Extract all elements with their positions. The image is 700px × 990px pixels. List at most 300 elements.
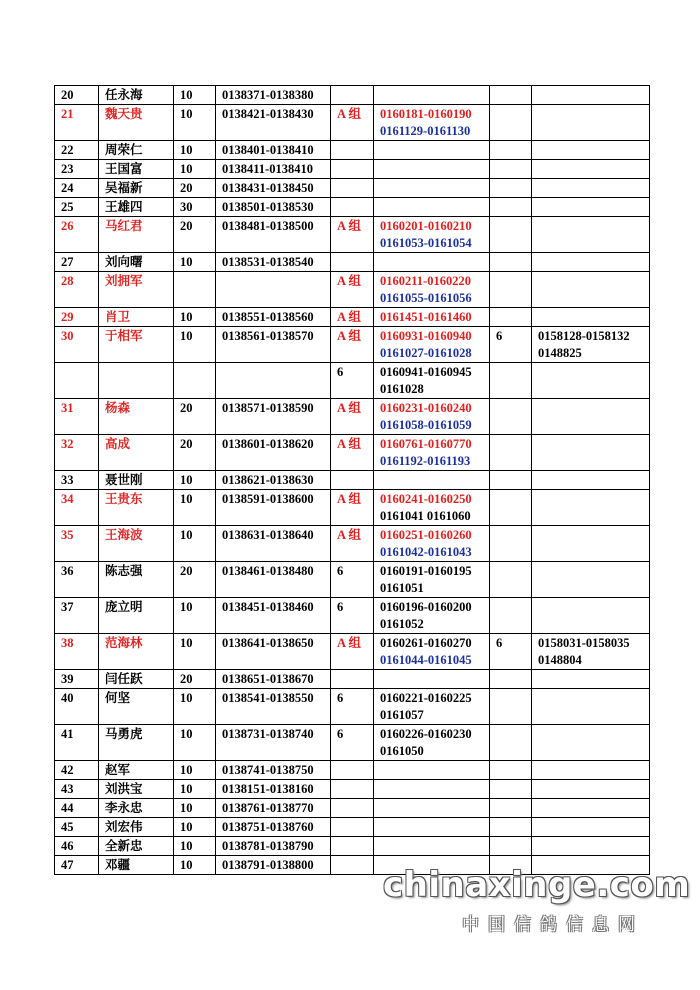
ring-quantity: 20	[180, 564, 193, 578]
group-range-cell	[374, 198, 490, 217]
member-name: 魏天贵	[105, 107, 143, 121]
table-cell	[216, 799, 331, 818]
table-cell	[490, 837, 532, 856]
ring-quantity: 10	[180, 763, 193, 777]
group-label: 6	[337, 600, 344, 614]
ring-quantity: 10	[180, 528, 193, 542]
group-range-cell	[374, 179, 490, 198]
table-row	[55, 198, 650, 217]
table-cell	[174, 471, 216, 490]
table-row	[55, 363, 650, 399]
ring-range: 0138561-0138570	[222, 329, 314, 343]
table-cell	[174, 105, 216, 141]
table-cell	[490, 490, 532, 526]
table-cell	[99, 160, 174, 179]
registration-table	[54, 85, 650, 875]
group-range-secondary: 0161058-0161059	[380, 418, 472, 432]
member-name: 高成	[105, 437, 131, 451]
group-range-secondary: 0161028	[380, 382, 424, 396]
table-cell	[174, 725, 216, 761]
group-label: 6	[337, 564, 344, 578]
row-number: 25	[61, 200, 74, 214]
table-row	[55, 471, 650, 490]
table-row	[55, 105, 650, 141]
ring-range: 0138641-0138650	[222, 636, 314, 650]
ring-quantity: 10	[180, 162, 193, 176]
group-range-secondary: 0161053-0161054	[380, 236, 472, 250]
ring-range: 0138651-0138670	[222, 672, 314, 686]
group-label: A 组	[337, 636, 361, 650]
extra-range-cell	[532, 725, 650, 761]
table-cell	[55, 634, 99, 670]
table-cell	[490, 141, 532, 160]
group-range-cell	[374, 562, 490, 598]
row-number: 40	[61, 691, 74, 705]
table-cell	[331, 689, 374, 725]
group-label: 6	[337, 691, 344, 705]
table-cell	[99, 490, 174, 526]
table-cell	[331, 86, 374, 105]
ring-quantity: 10	[180, 858, 193, 872]
table-row	[55, 272, 650, 308]
ring-range: 0138541-0138550	[222, 691, 314, 705]
ring-range: 0138631-0138640	[222, 528, 314, 542]
group-range-secondary: 0161055-0161056	[380, 291, 472, 305]
group-label: A 组	[337, 274, 361, 288]
table-cell	[174, 399, 216, 435]
row-number: 35	[61, 528, 74, 542]
row-number: 44	[61, 801, 74, 815]
row-number: 22	[61, 143, 74, 157]
table-cell	[216, 725, 331, 761]
group-label: A 组	[337, 528, 361, 542]
group-range-cell	[374, 780, 490, 799]
table-cell	[55, 363, 99, 399]
group-range-primary: 0160226-0160230	[380, 727, 472, 741]
table-cell	[174, 179, 216, 198]
extra-range-cell	[532, 141, 650, 160]
table-row	[55, 435, 650, 471]
table-cell	[55, 818, 99, 837]
group-range-cell	[374, 141, 490, 160]
table-cell	[216, 399, 331, 435]
table-cell	[490, 725, 532, 761]
table-cell	[174, 198, 216, 217]
ring-range: 0138401-0138410	[222, 143, 314, 157]
group-range-cell	[374, 160, 490, 179]
ring-range: 0138781-0138790	[222, 839, 314, 853]
table-row	[55, 179, 650, 198]
ring-quantity: 10	[180, 782, 193, 796]
ring-range: 0138571-0138590	[222, 401, 314, 415]
group-range-secondary: 0161027-0161028	[380, 346, 472, 360]
table-row	[55, 399, 650, 435]
table-row	[55, 761, 650, 780]
table-cell	[331, 780, 374, 799]
table-row	[55, 253, 650, 272]
member-name: 李永忠	[105, 801, 143, 815]
ring-quantity: 10	[180, 473, 193, 487]
group-range-secondary: 0161129-0161130	[380, 124, 471, 138]
table-cell	[216, 761, 331, 780]
ring-quantity: 10	[180, 820, 193, 834]
table-cell	[99, 634, 174, 670]
extra-range-cell	[532, 490, 650, 526]
table-cell	[216, 363, 331, 399]
table-cell	[99, 198, 174, 217]
table-cell	[216, 598, 331, 634]
group-range-cell	[374, 725, 490, 761]
table-cell	[216, 327, 331, 363]
group-range-cell	[374, 272, 490, 308]
row-number: 39	[61, 672, 74, 686]
table-cell	[331, 856, 374, 875]
table-cell	[55, 725, 99, 761]
extra-range-value: 0148804	[538, 653, 582, 667]
ring-range: 0138551-0138560	[222, 310, 314, 324]
table-cell	[99, 761, 174, 780]
table-cell	[174, 598, 216, 634]
member-name: 王国富	[105, 162, 143, 176]
table-cell	[490, 598, 532, 634]
table-cell	[55, 160, 99, 179]
table-cell	[490, 471, 532, 490]
table-cell	[55, 856, 99, 875]
row-number: 32	[61, 437, 74, 451]
extra-range-cell	[532, 86, 650, 105]
table-cell	[490, 634, 532, 670]
table-cell	[331, 141, 374, 160]
table-cell	[216, 198, 331, 217]
table-cell	[55, 198, 99, 217]
ring-range: 0138621-0138630	[222, 473, 314, 487]
table-cell	[331, 363, 374, 399]
row-number: 23	[61, 162, 74, 176]
member-name: 刘宏伟	[105, 820, 143, 834]
member-name: 范海林	[105, 636, 143, 650]
group-range-primary: 0160761-0160770	[380, 437, 472, 451]
ring-quantity: 20	[180, 401, 193, 415]
table-row	[55, 562, 650, 598]
ring-range: 0138421-0138430	[222, 107, 314, 121]
table-row	[55, 327, 650, 363]
row-number: 27	[61, 255, 74, 269]
row-number: 46	[61, 839, 74, 853]
extra-range-cell	[532, 198, 650, 217]
table-cell	[174, 689, 216, 725]
table-cell	[216, 160, 331, 179]
table-cell	[55, 435, 99, 471]
ring-range: 0138431-0138450	[222, 181, 314, 195]
group-range-secondary: 0161051	[380, 581, 424, 595]
table-cell	[174, 308, 216, 327]
ring-quantity: 10	[180, 107, 193, 121]
table-cell	[490, 799, 532, 818]
extra-range-cell	[532, 399, 650, 435]
table-row	[55, 670, 650, 689]
table-cell	[331, 272, 374, 308]
extra-group: 6	[496, 329, 503, 343]
row-number: 47	[61, 858, 74, 872]
table-cell	[174, 217, 216, 253]
table-cell	[55, 490, 99, 526]
table-row	[55, 634, 650, 670]
member-name: 肖卫	[105, 310, 131, 324]
table-cell	[55, 761, 99, 780]
table-cell	[174, 799, 216, 818]
extra-range-cell	[532, 471, 650, 490]
table-cell	[490, 272, 532, 308]
table-cell	[174, 86, 216, 105]
table-cell	[99, 526, 174, 562]
table-cell	[99, 471, 174, 490]
row-number: 33	[61, 473, 74, 487]
table-cell	[331, 725, 374, 761]
table-cell	[174, 490, 216, 526]
member-name: 刘洪宝	[105, 782, 143, 796]
extra-range-cell	[532, 217, 650, 253]
group-range-primary: 0160251-0160260	[380, 528, 472, 542]
ring-range: 0138601-0138620	[222, 437, 314, 451]
row-number: 41	[61, 727, 74, 741]
group-range-secondary: 0161042-0161043	[380, 545, 472, 559]
ring-range: 0138451-0138460	[222, 600, 314, 614]
group-range-primary: 0160231-0160240	[380, 401, 472, 415]
table-cell	[55, 526, 99, 562]
group-range-cell	[374, 105, 490, 141]
table-cell	[490, 818, 532, 837]
table-cell	[331, 435, 374, 471]
member-name: 闫任跃	[105, 672, 143, 686]
ring-range: 0138371-0138380	[222, 88, 314, 102]
row-number: 21	[61, 107, 74, 121]
extra-range-cell	[532, 780, 650, 799]
table-row	[55, 490, 650, 526]
table-cell	[174, 160, 216, 179]
table-cell	[216, 689, 331, 725]
member-name: 邓疆	[105, 858, 131, 872]
table-cell	[490, 86, 532, 105]
table-cell	[331, 818, 374, 837]
table-cell	[99, 818, 174, 837]
extra-range-cell	[532, 799, 650, 818]
group-range-cell	[374, 818, 490, 837]
table-cell	[331, 399, 374, 435]
row-number: 43	[61, 782, 74, 796]
ring-range: 0138751-0138760	[222, 820, 314, 834]
table-cell	[216, 179, 331, 198]
table-cell	[331, 217, 374, 253]
table-row	[55, 725, 650, 761]
group-label: A 组	[337, 329, 361, 343]
ring-quantity: 10	[180, 801, 193, 815]
table-cell	[331, 634, 374, 670]
group-range-cell	[374, 761, 490, 780]
group-range-primary: 0160931-0160940	[380, 329, 472, 343]
table-cell	[331, 308, 374, 327]
group-range-primary: 0161451-0161460	[380, 310, 472, 324]
member-name: 全新忠	[105, 839, 143, 853]
group-range-primary: 0160191-0160195	[380, 564, 472, 578]
table-cell	[490, 399, 532, 435]
group-label: A 组	[337, 107, 361, 121]
ring-quantity: 10	[180, 310, 193, 324]
table-cell	[331, 837, 374, 856]
table-cell	[174, 526, 216, 562]
table-cell	[490, 670, 532, 689]
ring-quantity: 20	[180, 437, 193, 451]
table-cell	[55, 780, 99, 799]
group-range-cell	[374, 471, 490, 490]
row-number: 31	[61, 401, 74, 415]
table-cell	[55, 399, 99, 435]
member-name: 马红君	[105, 219, 143, 233]
table-cell	[331, 327, 374, 363]
table-cell	[216, 217, 331, 253]
table-cell	[490, 562, 532, 598]
table-cell	[174, 327, 216, 363]
table-cell	[490, 689, 532, 725]
row-number: 45	[61, 820, 74, 834]
table-cell	[174, 761, 216, 780]
group-range-secondary: 0161044-0161045	[380, 653, 472, 667]
table-cell	[55, 689, 99, 725]
table-cell	[490, 198, 532, 217]
member-name: 王海波	[105, 528, 143, 542]
table-cell	[331, 526, 374, 562]
table-cell	[216, 253, 331, 272]
group-range-primary: 0160201-0160210	[380, 219, 472, 233]
group-range-secondary: 0161192-0161193	[380, 454, 471, 468]
extra-range-cell	[532, 435, 650, 471]
table-cell	[490, 435, 532, 471]
group-label: A 组	[337, 437, 361, 451]
ring-range: 0138531-0138540	[222, 255, 314, 269]
member-name: 陈志强	[105, 564, 143, 578]
table-cell	[55, 837, 99, 856]
table-row	[55, 780, 650, 799]
group-range-primary: 0160261-0160270	[380, 636, 472, 650]
ring-quantity: 10	[180, 492, 193, 506]
member-name: 吴福新	[105, 181, 143, 195]
group-range-cell	[374, 598, 490, 634]
table-cell	[99, 562, 174, 598]
watermark-site-name: 中国信鸽信息网	[462, 915, 644, 935]
table-cell	[174, 837, 216, 856]
member-name: 王贵东	[105, 492, 143, 506]
group-range-secondary: 0161041 0161060	[380, 509, 471, 523]
table-cell	[216, 780, 331, 799]
table-cell	[174, 272, 216, 308]
table-cell	[490, 160, 532, 179]
table-cell	[331, 160, 374, 179]
member-name: 赵军	[105, 763, 131, 777]
extra-range-cell	[532, 689, 650, 725]
extra-range-value: 0158128-0158132	[538, 329, 630, 343]
row-number: 42	[61, 763, 74, 777]
table-cell	[99, 435, 174, 471]
group-range-secondary: 0161052	[380, 617, 424, 631]
ring-range: 0138741-0138750	[222, 763, 314, 777]
row-number: 24	[61, 181, 74, 195]
table-row	[55, 689, 650, 725]
group-range-cell	[374, 399, 490, 435]
group-range-cell	[374, 689, 490, 725]
ring-quantity: 30	[180, 200, 193, 214]
table-cell	[216, 490, 331, 526]
table-cell	[174, 856, 216, 875]
group-label: A 组	[337, 492, 361, 506]
group-range-secondary: 0161050	[380, 744, 424, 758]
table-cell	[99, 327, 174, 363]
ring-quantity: 10	[180, 143, 193, 157]
table-cell	[99, 837, 174, 856]
member-name: 刘拥军	[105, 274, 143, 288]
table-row	[55, 837, 650, 856]
row-number: 26	[61, 219, 74, 233]
table-cell	[174, 670, 216, 689]
ring-quantity: 10	[180, 691, 193, 705]
table-cell	[99, 253, 174, 272]
extra-range-cell	[532, 179, 650, 198]
ring-quantity: 10	[180, 839, 193, 853]
table-cell	[174, 562, 216, 598]
group-range-primary: 0160221-0160225	[380, 691, 472, 705]
row-number: 20	[61, 88, 74, 102]
table-cell	[55, 253, 99, 272]
group-range-primary: 0160181-0160190	[380, 107, 472, 121]
ring-quantity: 20	[180, 181, 193, 195]
table-cell	[55, 86, 99, 105]
member-name: 于相军	[105, 329, 143, 343]
table-row	[55, 526, 650, 562]
table-cell	[216, 272, 331, 308]
extra-range-value: 0158031-0158035	[538, 636, 630, 650]
ring-range: 0138151-0138160	[222, 782, 314, 796]
table-row	[55, 818, 650, 837]
extra-range-cell	[532, 761, 650, 780]
table-cell	[490, 327, 532, 363]
table-cell	[55, 799, 99, 818]
member-name: 刘向曙	[105, 255, 143, 269]
table-cell	[331, 562, 374, 598]
table-cell	[99, 399, 174, 435]
member-name: 庞立明	[105, 600, 143, 614]
extra-range-cell	[532, 562, 650, 598]
extra-range-cell	[532, 308, 650, 327]
group-label: 6	[337, 727, 344, 741]
table-cell	[55, 471, 99, 490]
ring-quantity: 10	[180, 88, 193, 102]
table-cell	[174, 780, 216, 799]
table-cell	[99, 725, 174, 761]
table-cell	[174, 253, 216, 272]
table-cell	[216, 856, 331, 875]
ring-quantity: 10	[180, 600, 193, 614]
group-label: A 组	[337, 310, 361, 324]
group-range-secondary: 0161057	[380, 708, 424, 722]
table-cell	[216, 837, 331, 856]
table-cell	[216, 435, 331, 471]
table-cell	[55, 327, 99, 363]
member-name: 任永海	[105, 88, 143, 102]
table-cell	[99, 272, 174, 308]
ring-range: 0138761-0138770	[222, 801, 314, 815]
watermark-domain: chinaxinge.com	[383, 865, 691, 905]
table-cell	[490, 363, 532, 399]
row-number: 36	[61, 564, 74, 578]
group-range-cell	[374, 634, 490, 670]
